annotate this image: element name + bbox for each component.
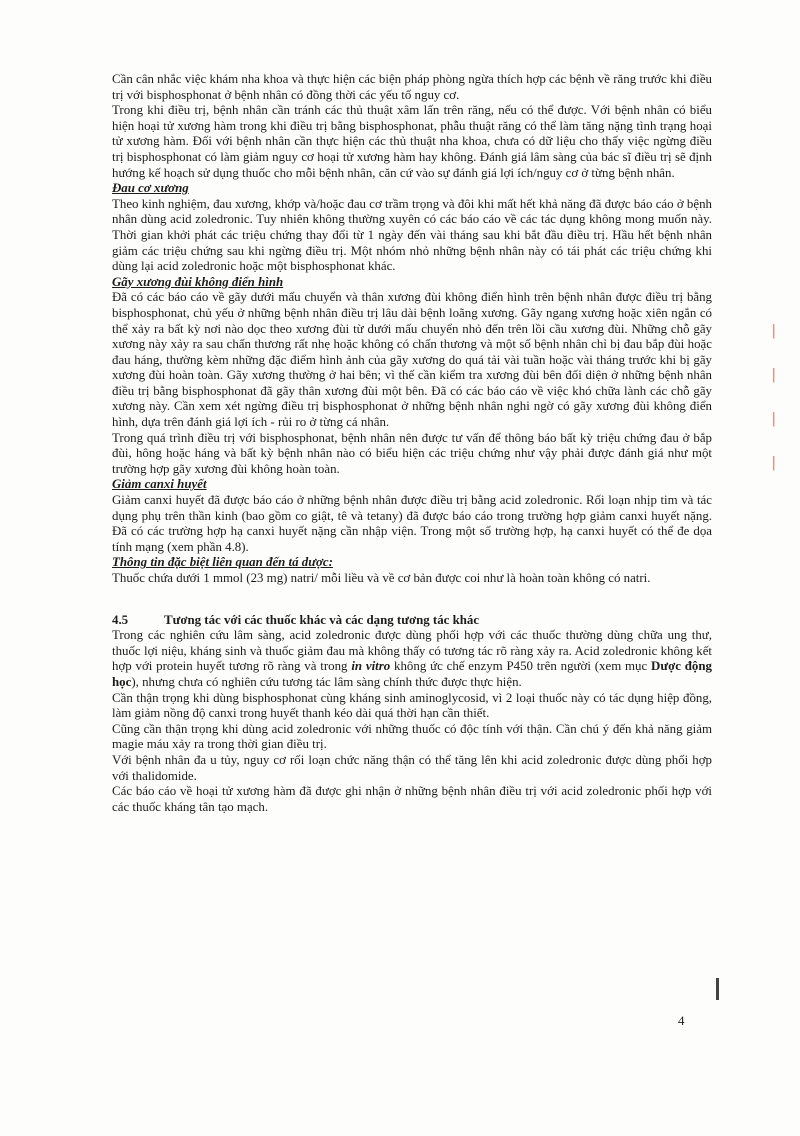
document-body (112, 72, 712, 815)
paragraph-interactions-myeloma: Với bệnh nhân đa u tủy, nguy cơ rối loạn chức năng thận có thể tăng lên khi acid zoledronic được dùng phối hợp với thalidomide. (112, 752, 712, 783)
paragraph-hypocalcaemia: Giảm canxi huyết đã được báo cáo ở những bệnh nhân được điều trị bằng acid zoledronic. Rối loạn nhịp tim và tác dụng phụ trên thần kinh (bao gồm co giật, tê và tetany) đã được báo cáo trong trường hợp giảm canxi huyết nặng. Đã có các trường hợp hạ canxi huyết nặng cần nhập viện. Trong một số trường hợp, hạ canxi huyết có thể đe dọa tính mạng (xem phần 4.8). (112, 493, 712, 554)
margin-mark (716, 978, 719, 1000)
pharmacokinetics-ref: Dược động học (112, 659, 712, 689)
section-4-5-title (112, 613, 712, 629)
paragraph-interactions-nephrotoxic: Cũng cần thận trọng khi dùng acid zoledronic với những thuốc có độc tính với thận. Cần chú ý đến khả năng giảm magie máu xảy ra trong thời gian điều trị. (112, 721, 712, 752)
paragraph-interactions-antiangiogenic: Các báo cáo về hoại tử xương hàm đã được ghi nhận ở những bệnh nhân điều trị với acid zoledronic phối hợp với các thuốc kháng tân tạo mạch. (112, 784, 712, 814)
paragraph-femoral-fracture-2: Trong quá trình điều trị với bisphosphonat, bệnh nhân nên được tư vấn để thông báo bất kỳ triệu chứng đau ở bắp đùi, hông hoặc háng và bất kỳ bệnh nhân nào có biểu hiện các triệu chứng như vậy phải được đánh giá như một trường hợp gãy xương đùi không hoàn toàn. (112, 430, 712, 476)
heading-musculoskeletal-pain: Đau cơ xương (112, 181, 189, 196)
heading-atypical-femoral-fracture: Gãy xương đùi không điển hình (112, 274, 284, 289)
red-stamp-mark: | | | | (772, 322, 776, 471)
in-vitro-text: in vitro (351, 659, 391, 674)
paragraph-femoral-fracture-1: Đã có các báo cáo về gãy dưới mấu chuyển và thân xương đùi không điển hình trên bệnh nhân được điều trị bằng bisphosphonat, chủ yếu ở những bệnh nhân điều trị lâu dài bệnh loãng xương. Gãy ngang xương hoặc xiên ngắn có thể xảy ra bất kỳ nơi nào dọc theo xương đùi từ dưới mấu chuyển nhỏ đến trên lồi cầu xương đùi. Những chỗ gãy xương này xảy ra sau chấn thương rất nhẹ hoặc không có chấn thương và một số bệnh nhân chỉ bị đau bắp đùi hoặc đau háng, thường kèm những đặc điểm hình ảnh của gãy xương do quá tải vài tuần hoặc vài tháng trước khi bị gãy xương đùi hoàn toàn. Gãy xương thường ở hai bên; vì thế cần kiểm tra xương đùi bên đối diện ở những bệnh nhân điều trị bằng bisphosphonat đã gãy thân xương đùi một bên. Đã có các báo cáo về việc khó chữa lành các chỗ gãy xương này. Cần xem xét ngừng điều trị bisphosphonat ở những bệnh nhân nghi ngờ có gãy xương đùi không điển hình, dựa trên đánh giá lợi ích - rủi ro ở từng cá nhân. (112, 290, 712, 430)
interactions-text-c: ), nhưng chưa có nghiên cứu tương tác lâm sàng chính thức được thực hiện. (131, 674, 522, 689)
paragraph-dental-exam: Cần cân nhắc việc khám nha khoa và thực hiện các biện pháp phòng ngừa thích hợp các bệnh về răng trước khi điều trị với bisphosphonat ở bệnh nhân có đồng thời các yếu tố nguy cơ. (112, 72, 712, 102)
section-number: 4.5 (112, 612, 129, 627)
interactions-text-b: không ức chế enzym P450 trên người (xem mục (390, 659, 652, 674)
paragraph-excipient-info: Thuốc chứa dưới 1 mmol (23 mg) natri/ mỗi liều và về cơ bản được coi như là hoàn toàn không có natri. (112, 571, 651, 585)
page-number: 4 (678, 1013, 685, 1028)
heading-excipient-info: Thông tin đặc biệt liên quan đến tá dược: (112, 555, 333, 570)
paragraph-musculoskeletal-pain: Theo kinh nghiệm, đau xương, khớp và/hoặc đau cơ trầm trọng và đôi khi mất hết khả năng đã được báo cáo ở bệnh nhân dùng acid zoledronic. Tuy nhiên không thường xuyên có các báo cáo về các tác dụng không mong muốn này. Thời gian khởi phát các triệu chứng thay đổi từ 1 ngày đến vài tháng sau khi bắt đầu điều trị. Hầu hết bệnh nhân giảm các triệu chứng sau khi ngừng điều trị. Một nhóm nhỏ những bệnh nhân này có tái phát các triệu chứng khi dùng lại acid zoledronic hoặc một bisphosphonat khác. (112, 196, 712, 274)
interactions-text-a: Trong các nghiên cứu lâm sàng, acid zoledronic được dùng phối hợp với các thuốc thường dùng chữa ung thư, thuốc lợi niệu, kháng sinh và thuốc giảm đau mà không thấy có tương tác rõ ràng xảy ra. Acid zoledronic không kết hợp với protein huyết tương rõ ràng và trong (112, 628, 712, 674)
paragraph-interactions-aminoglycoside: Cần thận trọng khi dùng bisphosphonat cùng kháng sinh aminoglycosid, vì 2 loại thuốc này có tác dụng hiệp đồng, làm giảm nồng độ canxi trong huyết thanh kéo dài quá thời hạn cần thiết. (112, 690, 712, 721)
paragraph-invasive-procedures: Trong khi điều trị, bệnh nhân cần tránh các thủ thuật xâm lấn trên răng, nếu có thể được. Với bệnh nhân có biểu hiện hoại tử xương hàm trong khi điều trị bằng bisphosphonat, phẫu thuật răng có thể làm tăng nặng tình trạng hoại tử xương hàm. Đối với bệnh nhân cần thực hiện các thủ thuật nha khoa, chưa có dữ liệu cho thấy việc ngừng điều trị bisphosphonat có làm giảm nguy cơ hoại tử xương hàm hay không. Đánh giá lâm sàng của bác sĩ điều trị sẽ định hướng kế hoạch sử dụng thuốc cho mỗi bệnh nhân, căn cứ vào sự đánh giá lợi ích/nguy cơ ở từng bệnh nhân. (112, 103, 712, 180)
heading-hypocalcaemia: Giảm canxi huyết (112, 477, 207, 492)
section-title-text: Tương tác với các thuốc khác và các dạng tương tác khác (164, 612, 480, 627)
paragraph-interactions-1 (112, 628, 712, 690)
